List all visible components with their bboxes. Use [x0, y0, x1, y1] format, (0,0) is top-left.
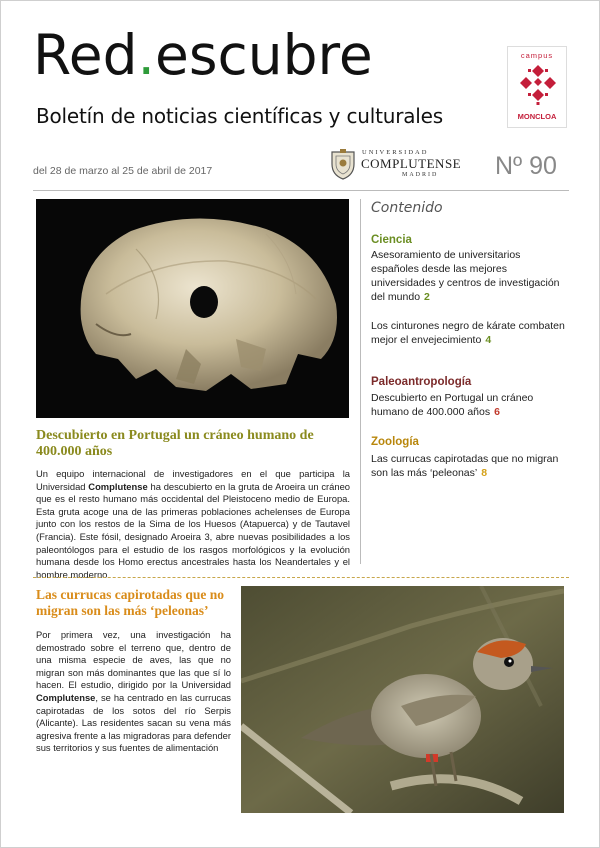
contents-divider	[360, 199, 361, 564]
toc-item-text: Los cinturones negro de kárate combaten mejor el envejecimiento	[371, 320, 565, 346]
ucm-crest-icon	[328, 148, 358, 180]
campus-logo-top-text: campus	[520, 51, 554, 60]
article2-body-start: Por primera vez, una investigación ha demostrado sobre el terreno que, dentro de una misma especie de aves, las que no migran son más dominantes que las que sí lo hacen. El estudio, dirigido por la Universidad	[36, 629, 231, 691]
article2-title[interactable]: Las currucas capirotadas que no migran son las más ‘peleonas’	[36, 587, 225, 618]
toc-item-text: Las currucas capirotadas que no migran son las más ‘peleonas’	[371, 453, 559, 479]
date-range: del 28 de marzo al 25 de abril de 2017	[33, 165, 213, 177]
masthead-title	[33, 23, 373, 87]
section-ciencia: Ciencia	[371, 234, 412, 246]
blackcap-bird-image	[241, 586, 564, 813]
toc-item-craneo[interactable]	[371, 391, 571, 419]
ucm-line3: MADRID	[402, 172, 439, 178]
campus-logo-bottom-text: MONCLOA	[517, 112, 557, 121]
contents-heading: Contenido	[371, 200, 443, 216]
toc-page-number: 6	[494, 406, 500, 418]
campus-emblem-icon	[518, 63, 558, 107]
toc-page-number: 4	[485, 334, 492, 346]
ucm-logo[interactable]	[328, 148, 478, 180]
title-part1: Red	[33, 23, 138, 87]
title-part2: escubre	[154, 23, 373, 87]
ucm-line1: UNIVERSIDAD	[362, 149, 429, 156]
toc-item-currucas[interactable]	[371, 452, 571, 480]
toc-item-text: Descubierto en Portugal un cráneo humano de 400.000 años	[371, 392, 534, 418]
section-paleoantropologia: Paleoantropología	[371, 376, 472, 388]
title-dot: .	[137, 23, 155, 87]
article1-body-bold: Complutense	[88, 480, 148, 492]
toc-page-number: 2	[424, 291, 430, 303]
article2-body	[36, 629, 231, 755]
article2-body-bold: Complutense	[36, 691, 96, 703]
issue-number: Nº 90	[495, 152, 557, 180]
section-zoologia: Zoología	[371, 436, 419, 448]
section-divider	[33, 577, 569, 578]
skull-image	[36, 199, 349, 418]
toc-item-text: Asesoramiento de universitarios españoles desde las mejores universidades y centros de investigación del mundo	[371, 249, 560, 303]
ucm-line2: COMPLUTENSE	[361, 156, 462, 171]
article1-body-end: ha descubierto en la gruta de Aroeira un cráneo que es el resto humano más occidental del Pleistoceno medio de Europa. Esta gruta acoge una de las primeras poblaciones achelenses de Europa junto con los restos de la Sima de los Huesos (Atapuerca) y de Tautavel (Francia). Este fósil, designado Aroeira 3, abre nuevas posibilidades a los paleontólogos para el estudio de los rasgos morfológicos y la evolución humana desde los Homo erectus ancestrales hasta los Neandertales y el hombre moderno.	[36, 480, 351, 580]
bird-photo[interactable]	[241, 586, 564, 813]
header-divider	[33, 190, 569, 191]
toc-page-number: 8	[481, 467, 488, 479]
masthead-subtitle: Boletín de noticias científicas y culturales	[36, 104, 443, 128]
toc-item-karate[interactable]	[371, 319, 571, 347]
article1-body	[36, 468, 350, 581]
article1-body-start: Un equipo internacional de investigadores en el que participa la Universidad	[36, 468, 350, 492]
article1-title[interactable]: Descubierto en Portugal un cráneo humano de 400.000 años	[36, 428, 314, 459]
toc-item-asesoramiento[interactable]	[371, 248, 571, 304]
article2-body-end: , se ha centrado en las currucas capirotadas de los sotos del río Serpis (Alicante). Las residentes sacan su vena más agresiva frente a las migradoras para defender sus territorios y sus fuentes de alimentación	[36, 691, 231, 754]
campus-moncloa-logo[interactable]	[507, 46, 567, 128]
skull-photo[interactable]	[36, 199, 349, 418]
